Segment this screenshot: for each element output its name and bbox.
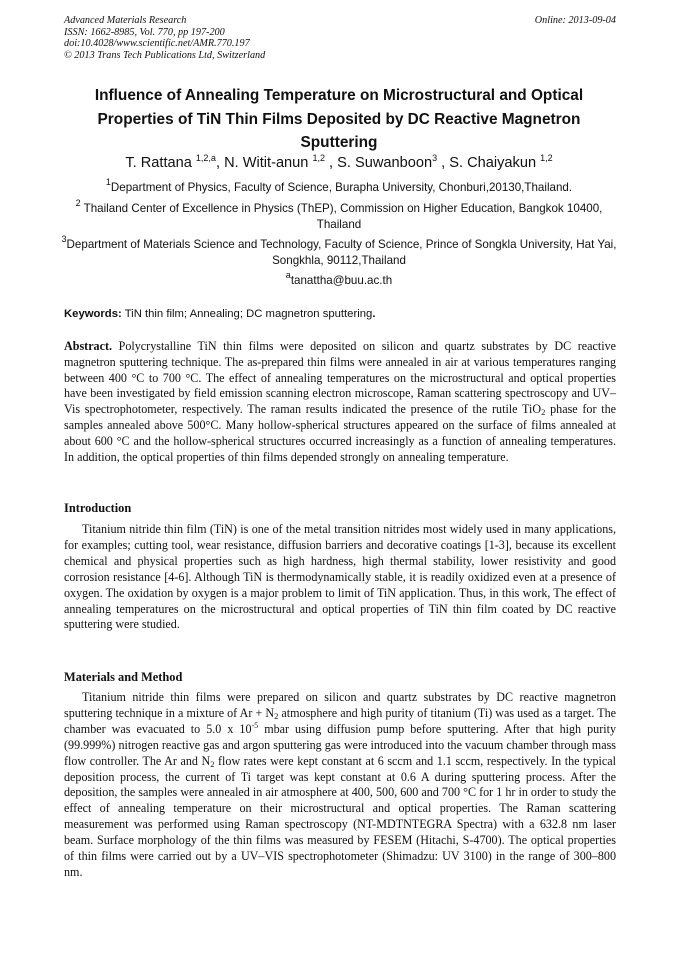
journal-doi: doi:10.4028/www.scientific.net/AMR.770.197	[64, 38, 250, 50]
author-name: T. Rattana	[125, 155, 196, 171]
author-list	[60, 154, 618, 172]
journal-copyright: © 2013 Trans Tech Publications Ltd, Switzerland	[64, 49, 266, 61]
materials-heading: Materials and Method	[64, 670, 183, 684]
email-mark: a	[285, 270, 291, 280]
affiliation-3	[60, 234, 618, 269]
affiliation-1	[60, 177, 618, 196]
author-affil-mark: 1,2,a	[195, 153, 216, 163]
keywords	[64, 307, 616, 321]
body-text: Titanium nitride thin films were prepared on silicon and quartz substrates by DC reactive magnetron sputtering technique in a mixture of Ar + N	[64, 690, 616, 720]
author-affil-mark: 3	[432, 153, 438, 163]
abstract-text: Polycrystalline TiN thin films were deposited on silicon and quartz substrates by DC reactive magnetron sputtering technique. The as-prepared thin films were annealed in air at various temperatures ranging between 400 °C to 700 °C. The effect of annealing temperatures on the microstructural and optical properties have been investigated by field emission scanning electron microscope, Raman scattering spectroscopy and UV–Vis spectrophotometer, respectively. The raman results indicated the presence of the rutile TiO	[64, 339, 616, 417]
email-address[interactable]: tanattha@buu.ac.th	[290, 274, 393, 287]
author-separator: ,	[437, 155, 450, 171]
body-text: atmosphere and high purity of titanium (Ti) was used as a target. The chamber was evacuated to 5.0 x 10	[64, 705, 616, 736]
author-name: S. Suwanboon	[337, 155, 433, 171]
introduction-paragraph: Titanium nitride thin film (TiN) is one of the metal transition nitrides most widely used in many applications, for examples; cutting tool, wear resistance, diffusion barriers and decorative coatings [1-3], because its excellent chemical and physical properties such as high hardness, high thermal stability, lower resistivity and good corrosion resistance [4-6]. Although TiN is thermodynamically stable, it is readily oxidized even at a presence of oxygen. The oxidation by oxygen is a major problem to limit of TiN application. Thus, in this work, The effect of annealing temperatures on the microstructural and optical properties of TiN thin film coated by DC reactive sputtering were studied.	[64, 522, 616, 632]
journal-issn: ISSN: 1662-8985, Vol. 770, pp 197-200	[64, 26, 225, 38]
author-email	[60, 270, 618, 289]
affiliation-2	[60, 198, 618, 233]
subscript: 2	[541, 407, 546, 418]
affiliation-text: Department of Materials Science and Technology, Faculty of Science, Prince of Songkla University, Hat Yai, Songkhla, 90112,Thailand	[66, 238, 617, 267]
affiliation-text: Department of Physics, Faculty of Science, Burapha University, Chonburi,20130,Thailand.	[110, 181, 573, 194]
abstract	[64, 339, 616, 465]
affiliation-mark: 3	[61, 234, 67, 244]
author-name: S. Chaiyakun	[449, 155, 541, 171]
abstract-label: Abstract.	[64, 339, 113, 353]
keywords-text: TiN thin film; Annealing; DC magnetron sputtering	[121, 308, 373, 320]
online-date: Online: 2013-09-04	[534, 15, 616, 26]
journal-header	[64, 15, 616, 61]
superscript: -5	[251, 720, 259, 730]
affiliation-mark: 2	[75, 198, 81, 208]
keywords-end: .	[372, 308, 376, 320]
materials-paragraph	[64, 690, 616, 881]
author-affil-mark: 1,2	[540, 153, 553, 163]
abstract-text: phase for the samples annealed above 500°C. Many hollow-spherical structures appeared on the surface of films annealed at about 600 °C and the hollow-spherical structures occurred increasingly as a function of annealing temperatures. In addition, the optical properties of thin films depended strongly on annealing temperature.	[64, 402, 617, 464]
affiliation-mark: 1	[105, 177, 111, 187]
journal-name: Advanced Materials Research	[64, 15, 187, 26]
keywords-label: Keywords:	[64, 308, 122, 320]
author-separator: ,	[324, 155, 338, 171]
author-name: N. Witit-anun	[224, 155, 313, 171]
paper-title: Influence of Annealing Temperature on Microstructural and Optical Properties of TiN Thin Films Deposited by DC Reactive Magnetron Sputtering	[94, 87, 584, 151]
author-separator: ,	[215, 155, 225, 171]
affiliation-text: Thailand Center of Excellence in Physics (ThEP), Commission on Higher Education, Bangkok 10400, Thailand	[80, 202, 603, 231]
author-affil-mark: 1,2	[312, 153, 325, 163]
body-text: mbar using diffusion pump before sputtering. After that high purity (99.999%) nitrogen reactive gas and argon sputtering gas were introduced into the vacuum chamber through mass flow controller. The Ar and N	[64, 721, 616, 768]
subscript: 2	[210, 758, 215, 769]
introduction-heading: Introduction	[64, 501, 132, 515]
subscript: 2	[274, 710, 279, 721]
body-text: flow rates were kept constant at 6 sccm and 1.1 sccm, respectively. In the typical deposition process, the current of Ti target was kept constant at 0.6 A during sputtering process. After the deposition, the samples were annealed in air atmosphere at 400, 500, 600 and 700 °C for 1 hr in order to study the effect of annealing temperature on their microstructural and optical properties. The Raman scattering measurement was performed using Raman spectroscopy (NT-MDTNTEGRA Spectra) with a 632.8 nm laser beam. Surface morphology of the thin films was measured by FESEM (Hitachi, S-4700). The optical properties of thin films were carried out by a UV–VIS spectrophotometer (Shimadzu: UV 3100) in the range of 300–800 nm.	[64, 753, 616, 879]
